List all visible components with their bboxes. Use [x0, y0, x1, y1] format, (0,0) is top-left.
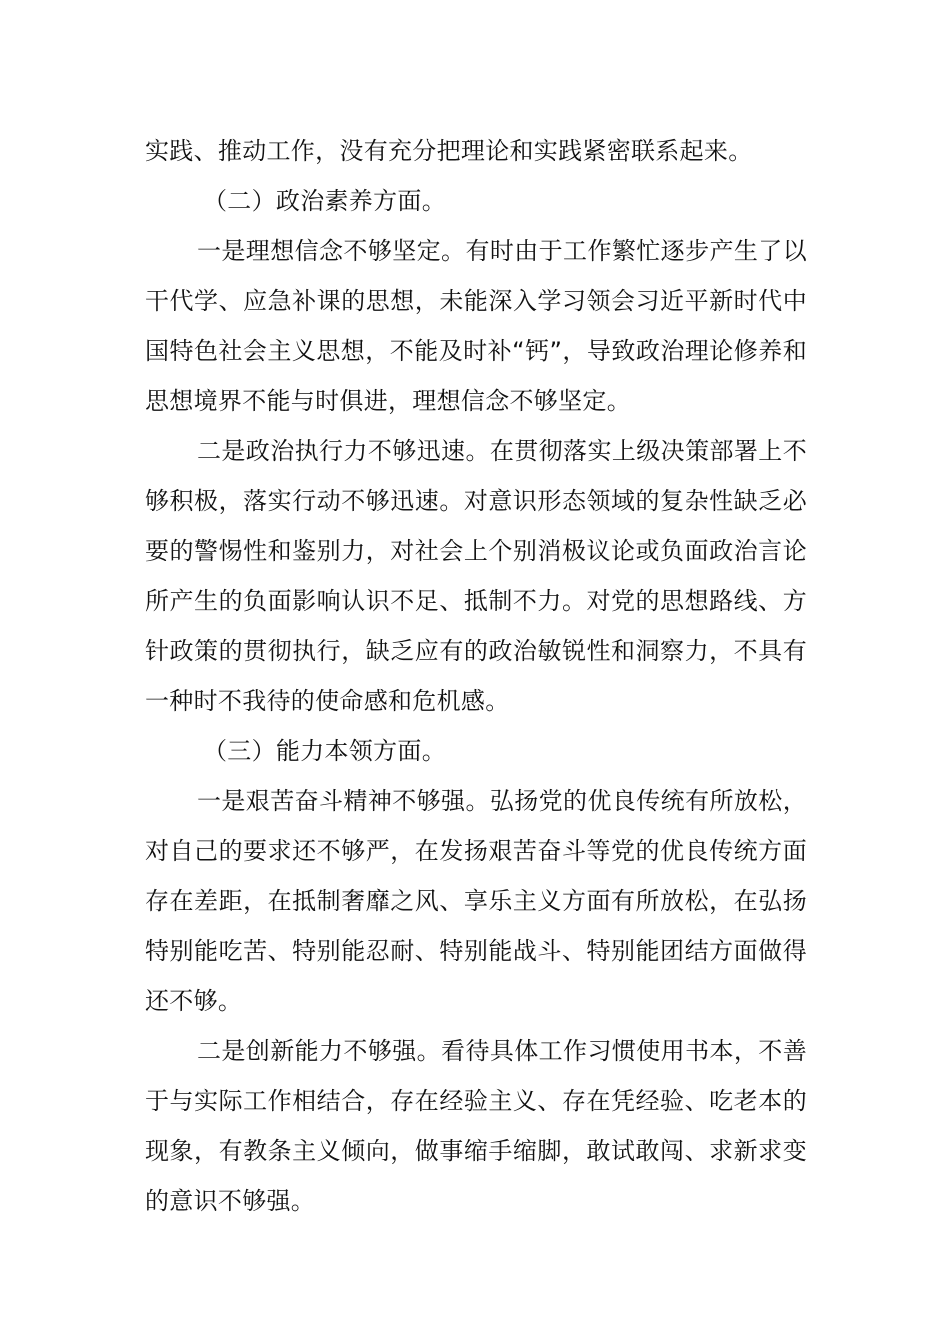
- paragraph-continuation: 实践、推动工作，没有充分把理论和实践紧密联系起来。: [145, 137, 753, 165]
- document-body: [145, 126, 807, 1226]
- paragraph-innovation: 二是创新能力不够强。看待具体工作习惯使用书本，不善于与实际工作相结合，存在经验主义、存在凭经验、吃老本的现象，有教条主义倾向，做事缩手缩脚，敢试敢闯、求新求变的意识不够强。: [145, 1037, 807, 1215]
- paragraph-execution: 二是政治执行力不够迅速。在贯彻落实上级决策部署上不够积极，落实行动不够迅速。对意识形态领域的复杂性缺乏必要的警惕性和鉴别力，对社会上个别消极议论或负面政治言论所产生的负面影响认识不足、抵制不力。对党的思想路线、方针政策的贯彻执行，缺乏应有的政治敏锐性和洞察力，不具有一种时不我待的使命感和危机感。: [145, 437, 807, 715]
- paragraph-hard-work: 一是艰苦奋斗精神不够强。弘扬党的优良传统有所放松，对自己的要求还不够严，在发扬艰苦奋斗等党的优良传统方面存在差距，在抵制奢靡之风、享乐主义方面有所放松，在弘扬特别能吃苦、特别能忍耐、特别能战斗、特别能团结方面做得还不够。: [145, 787, 807, 1015]
- paragraph-ideals: 一是理想信念不够坚定。有时由于工作繁忙逐步产生了以干代学、应急补课的思想，未能深入学习领会习近平新时代中国特色社会主义思想，不能及时补“钙”，导致政治理论修养和思想境界不能与时俱进，理想信念不够坚定。: [145, 237, 807, 415]
- section-heading-political: （二）政治素养方面。: [203, 187, 446, 215]
- section-heading-ability: （三）能力本领方面。: [203, 737, 446, 765]
